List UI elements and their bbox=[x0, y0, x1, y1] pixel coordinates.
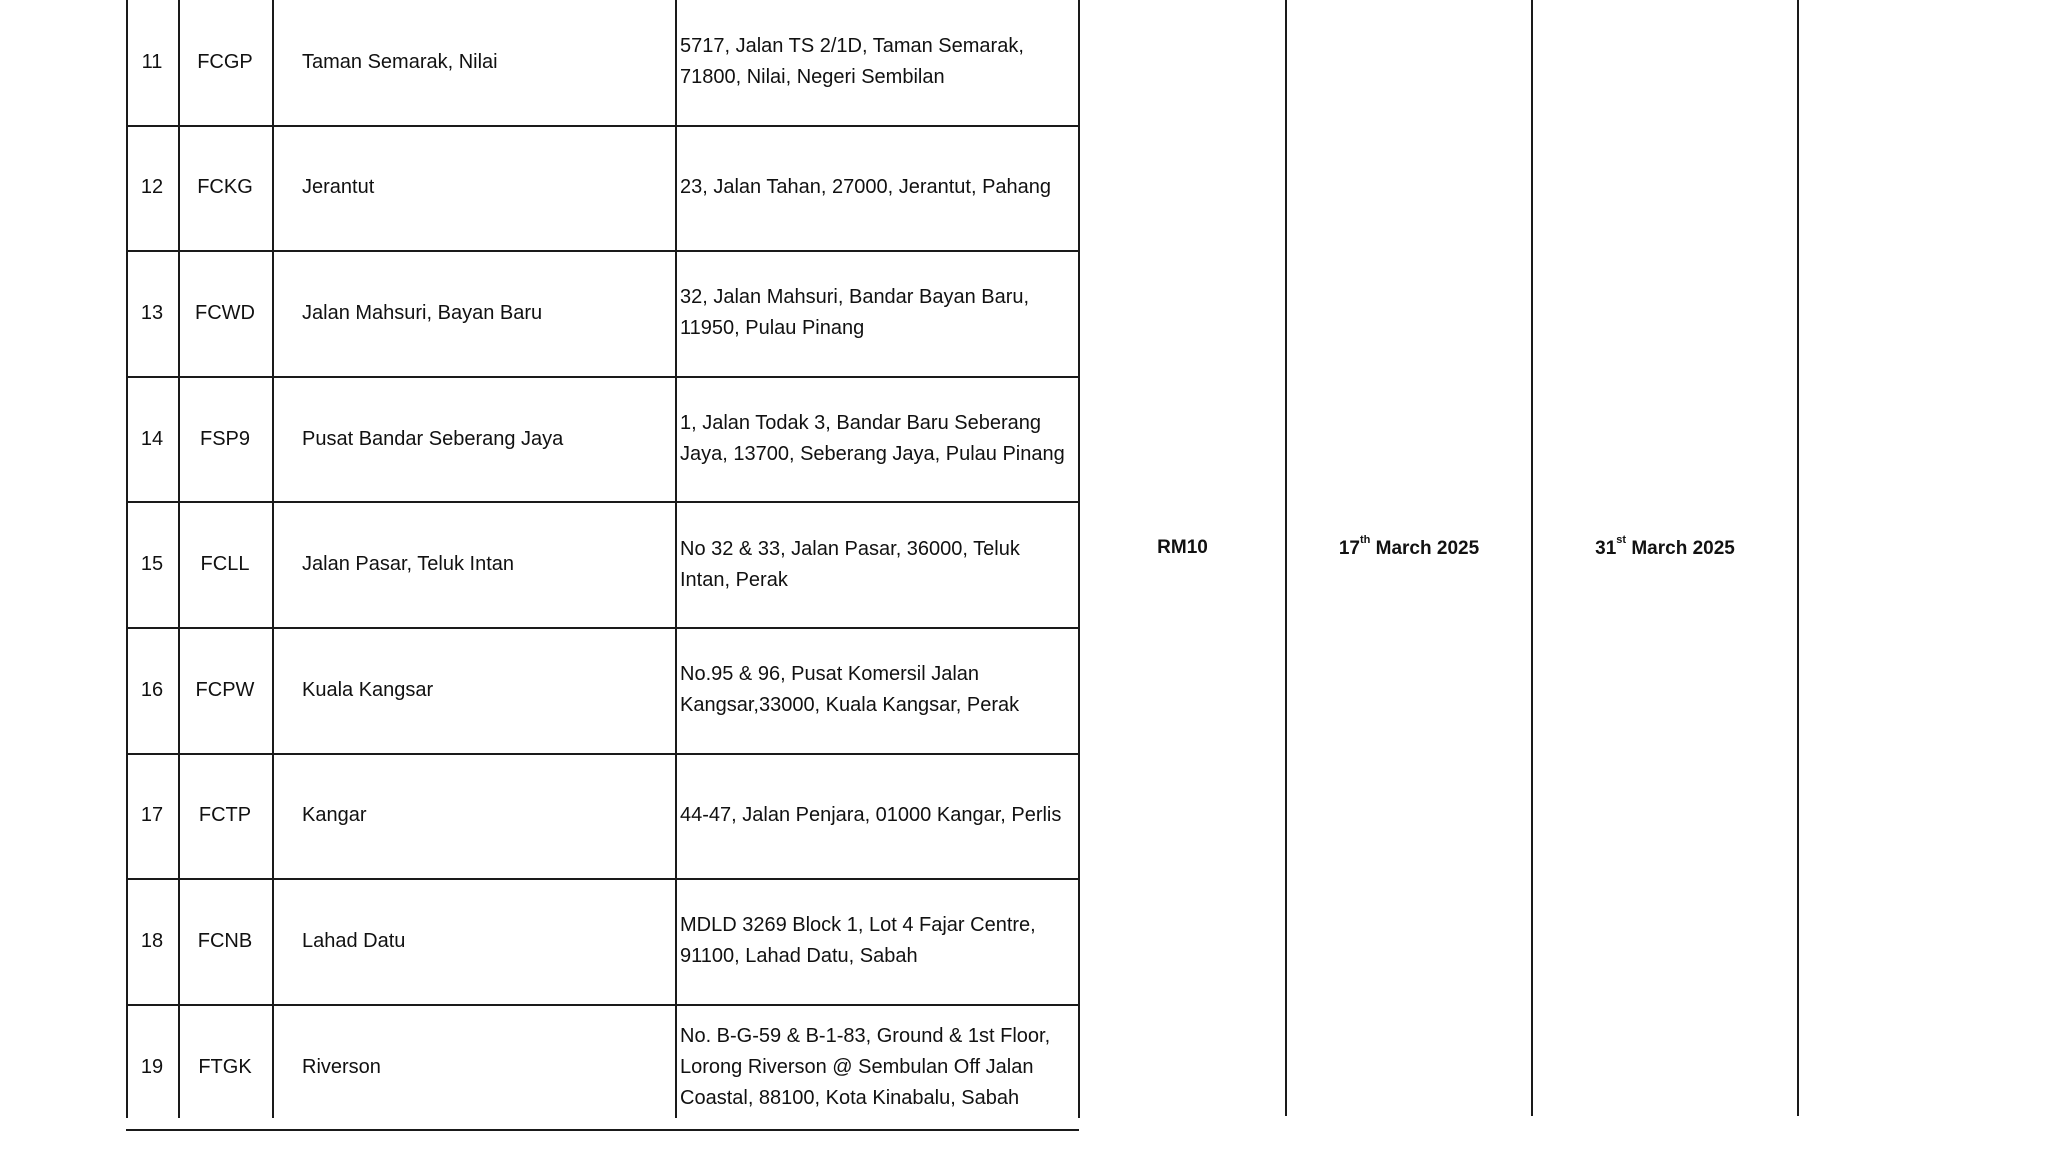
row-number: 15 bbox=[140, 553, 164, 576]
table-row bbox=[126, 126, 1079, 253]
branch-address: MDLD 3269 Block 1, Lot 4 Fajar Centre, 91100, Lahad Datu, Sabah bbox=[680, 914, 1036, 968]
branch-name-cell bbox=[272, 377, 675, 502]
branch-address: No.95 & 96, Pusat Komersil Jalan Kangsar,33000, Kuala Kangsar, Perak bbox=[680, 663, 1020, 717]
row-number: 14 bbox=[140, 427, 164, 450]
branch-name-cell bbox=[272, 502, 675, 627]
end-date-rest: March 2025 bbox=[1626, 538, 1735, 559]
branch-code-cell bbox=[178, 0, 272, 125]
branch-code-cell bbox=[178, 879, 272, 1004]
table-row bbox=[126, 1005, 1079, 1132]
end-date-day: 31 bbox=[1595, 538, 1617, 559]
branch-name-cell bbox=[272, 251, 675, 376]
branch-address: 23, Jalan Tahan, 27000, Jerantut, Pahang bbox=[680, 176, 1052, 199]
branch-address-cell bbox=[675, 754, 1079, 879]
table-row bbox=[126, 377, 1079, 504]
branch-code: FCLL bbox=[200, 553, 250, 576]
row-number: 18 bbox=[140, 929, 164, 952]
row-number: 16 bbox=[140, 678, 164, 701]
branch-address: 1, Jalan Todak 3, Bandar Baru Seberang Jaya, 13700, Seberang Jaya, Pulau Pinang bbox=[680, 412, 1065, 466]
branch-address: 44-47, Jalan Penjara, 01000 Kangar, Perlis bbox=[680, 804, 1062, 827]
branch-address-cell bbox=[675, 1005, 1079, 1130]
branch-code-cell bbox=[178, 251, 272, 376]
branch-code: FCPW bbox=[195, 678, 255, 701]
table-border-address bbox=[1078, 0, 1080, 1118]
end-date-suffix: st bbox=[1616, 534, 1627, 546]
branch-code: FCTP bbox=[198, 804, 252, 827]
start-date-rest: March 2025 bbox=[1370, 538, 1480, 559]
branch-address-cell bbox=[675, 377, 1079, 502]
row-number: 11 bbox=[141, 50, 163, 73]
row-number-cell bbox=[126, 628, 178, 753]
branch-code-cell bbox=[178, 1005, 272, 1130]
row-number: 13 bbox=[140, 301, 164, 324]
branch-name: Jalan Pasar, Teluk Intan bbox=[302, 553, 514, 576]
branch-name: Jerantut bbox=[302, 176, 375, 199]
branch-name: Jalan Mahsuri, Bayan Baru bbox=[302, 301, 543, 324]
branch-address: No. B-G-59 & B-1-83, Ground & 1st Floor, Lorong Riverson @ Sembulan Off Jalan Coastal, 88100, Kota Kinabalu, Sabah bbox=[680, 1024, 1051, 1109]
branch-address-cell bbox=[675, 879, 1079, 1004]
branch-name: Taman Semarak, Nilai bbox=[302, 50, 498, 73]
table-row bbox=[126, 502, 1079, 629]
branch-address-cell bbox=[675, 0, 1079, 125]
branch-code-cell bbox=[178, 502, 272, 627]
branch-name: Kuala Kangsar bbox=[302, 678, 434, 701]
branch-address-cell bbox=[675, 126, 1079, 251]
table-row bbox=[126, 879, 1079, 1006]
row-number-cell bbox=[126, 251, 178, 376]
end-date-cell bbox=[1533, 534, 1797, 560]
branch-table bbox=[126, 0, 1079, 1116]
amount-cell bbox=[1080, 537, 1285, 559]
start-date-day: 17 bbox=[1338, 538, 1360, 559]
branch-name-cell bbox=[272, 754, 675, 879]
branch-name: Kangar bbox=[302, 804, 367, 827]
branch-name: Pusat Bandar Seberang Jaya bbox=[302, 427, 564, 450]
branch-code: FCKG bbox=[197, 176, 253, 199]
table-row bbox=[126, 754, 1079, 881]
branch-code: FCNB bbox=[197, 929, 253, 952]
branch-name-cell bbox=[272, 628, 675, 753]
row-number: 17 bbox=[140, 804, 164, 827]
row-number: 19 bbox=[140, 1055, 164, 1078]
merged-divider-3 bbox=[1797, 0, 1799, 1116]
table-row bbox=[126, 0, 1079, 127]
row-number-cell bbox=[126, 502, 178, 627]
branch-name-cell bbox=[272, 1005, 675, 1130]
branch-name-cell bbox=[272, 879, 675, 1004]
row-number-cell bbox=[126, 754, 178, 879]
branch-address-cell bbox=[675, 628, 1079, 753]
branch-code-cell bbox=[178, 754, 272, 879]
branch-address: 5717, Jalan TS 2/1D, Taman Semarak, 71800, Nilai, Negeri Sembilan bbox=[680, 35, 1024, 89]
start-date-suffix: th bbox=[1359, 534, 1371, 546]
table-border-left bbox=[126, 0, 128, 1118]
start-date-cell bbox=[1287, 534, 1531, 560]
branch-code-cell bbox=[178, 377, 272, 502]
branch-address: 32, Jalan Mahsuri, Bandar Bayan Baru, 11950, Pulau Pinang bbox=[680, 286, 1030, 340]
branch-address-cell bbox=[675, 251, 1079, 376]
branch-name: Lahad Datu bbox=[302, 929, 406, 952]
branch-name: Riverson bbox=[302, 1055, 381, 1078]
table-row bbox=[126, 251, 1079, 378]
amount-value: RM10 bbox=[1157, 537, 1208, 558]
row-number: 12 bbox=[140, 176, 164, 199]
branch-code: FTGK bbox=[198, 1055, 252, 1078]
branch-code: FCWD bbox=[195, 301, 255, 324]
row-number-cell bbox=[126, 126, 178, 251]
branch-code: FCGP bbox=[197, 50, 253, 73]
branch-name-cell bbox=[272, 126, 675, 251]
branch-code-cell bbox=[178, 126, 272, 251]
row-number-cell bbox=[126, 1005, 178, 1130]
row-number-cell bbox=[126, 879, 178, 1004]
table-divider-no bbox=[178, 0, 180, 1118]
branch-address-cell bbox=[675, 502, 1079, 627]
branch-code: FSP9 bbox=[199, 427, 251, 450]
branch-code-cell bbox=[178, 628, 272, 753]
table-divider-name bbox=[675, 0, 677, 1118]
branch-address: No 32 & 33, Jalan Pasar, 36000, Teluk Intan, Perak bbox=[680, 537, 1020, 591]
table-divider-code bbox=[272, 0, 274, 1118]
branch-name-cell bbox=[272, 0, 675, 125]
table-row bbox=[126, 628, 1079, 755]
row-number-cell bbox=[126, 377, 178, 502]
row-number-cell bbox=[126, 0, 178, 125]
